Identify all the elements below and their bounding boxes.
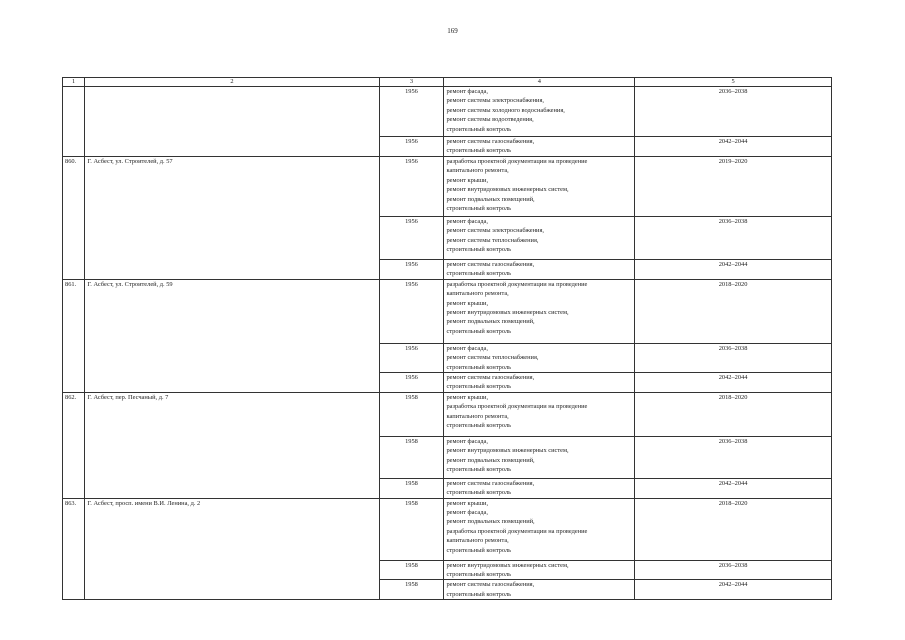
repair-work-item: ремонт системы теплоснабжения,: [446, 236, 539, 244]
table-row: [63, 157, 832, 217]
construction-year: 1956: [379, 260, 444, 280]
building-address: Г. Асбест, ул. Строителей, д. 57: [85, 157, 379, 280]
repair-period: 2036–2038: [635, 436, 832, 478]
column-number-2: 2: [85, 78, 379, 87]
construction-year: 1958: [379, 560, 444, 580]
repair-work-item: строительный контроль: [446, 246, 512, 254]
repair-work-item: ремонт подвальных помещений,: [446, 195, 535, 203]
column-number-3: 3: [379, 78, 444, 87]
repair-period: 2042–2044: [635, 478, 832, 498]
building-address: [85, 87, 379, 157]
building-number: [63, 87, 85, 157]
construction-year: 1956: [379, 279, 444, 343]
repair-work-item: разработка проектной документации на проведение: [446, 527, 588, 535]
repair-works: [444, 560, 635, 580]
repair-work-item: ремонт крыши,: [446, 393, 489, 401]
repair-work-item: ремонт фасада,: [446, 509, 488, 517]
repair-work-item: ремонт системы газоснабжения,: [446, 581, 535, 589]
repair-work-item: строительный контроль: [446, 590, 512, 598]
building-number: 862.: [63, 392, 85, 498]
construction-year: 1956: [379, 343, 444, 372]
repair-work-item: ремонт крыши,: [446, 299, 489, 307]
repair-works: [444, 392, 635, 436]
repair-period: 2036–2038: [635, 343, 832, 372]
construction-year: 1958: [379, 436, 444, 478]
repair-work-item: ремонт внутридомовых инженерных систем,: [446, 447, 569, 455]
repair-works: [444, 343, 635, 372]
repair-work-item: строительный контроль: [446, 205, 512, 213]
repair-work-item: строительный контроль: [446, 571, 512, 579]
repair-works: [444, 373, 635, 393]
repair-work-item: строительный контроль: [446, 546, 512, 554]
column-number-row: [63, 78, 832, 87]
repair-work-item: ремонт системы электроснабжения,: [446, 227, 545, 235]
repair-work-item: капитального ремонта,: [446, 412, 509, 420]
repair-period: 2036–2038: [635, 560, 832, 580]
table-row: [63, 279, 832, 343]
column-number-1: 1: [63, 78, 85, 87]
construction-year: 1956: [379, 157, 444, 217]
building-number: 860.: [63, 157, 85, 280]
repair-work-item: ремонт системы теплоснабжения,: [446, 354, 539, 362]
repair-work-item: ремонт системы газоснабжения,: [446, 479, 535, 487]
column-number-5: 5: [635, 78, 832, 87]
repair-work-item: ремонт крыши,: [446, 499, 489, 507]
repair-work-item: ремонт внутридомовых инженерных систем,: [446, 309, 569, 317]
repair-work-item: ремонт подвальных помещений,: [446, 318, 535, 326]
repair-period: 2018–2020: [635, 392, 832, 436]
repair-period: 2018–2020: [635, 498, 832, 560]
repair-work-item: ремонт системы газоснабжения,: [446, 138, 535, 145]
repair-work-item: ремонт фасада,: [446, 344, 488, 352]
table-row: [63, 87, 832, 137]
repair-period: 2042–2044: [635, 260, 832, 280]
construction-year: 1958: [379, 478, 444, 498]
construction-year: 1956: [379, 137, 444, 157]
building-address: Г. Асбест, пер. Песчаный, д. 7: [85, 392, 379, 498]
repair-period: 2036–2038: [635, 217, 832, 260]
page-number: 169: [447, 27, 458, 35]
repair-work-item: ремонт фасада,: [446, 218, 488, 225]
repair-schedule-table: [62, 77, 832, 600]
building-address: Г. Асбест, просп. имени В.И. Ленина, д. 2: [85, 498, 379, 600]
repair-period: 2019–2020: [635, 157, 832, 217]
repair-work-item: строительный контроль: [446, 489, 512, 497]
repair-works: [444, 87, 635, 137]
repair-works: [444, 279, 635, 343]
repair-period: 2042–2044: [635, 580, 832, 600]
repair-work-item: капитального ремонта,: [446, 167, 509, 175]
repair-work-item: ремонт фасада,: [446, 88, 488, 95]
repair-work-item: ремонт внутридомовых инженерных систем,: [446, 561, 569, 569]
repair-period: 2018–2020: [635, 279, 832, 343]
repair-work-item: ремонт фасада,: [446, 437, 488, 445]
repair-work-item: капитального ремонта,: [446, 537, 509, 545]
construction-year: 1956: [379, 373, 444, 393]
repair-period: 2042–2044: [635, 137, 832, 157]
repair-works: [444, 137, 635, 157]
repair-work-item: ремонт системы электроснабжения,: [446, 97, 545, 105]
table-body: [63, 87, 832, 600]
repair-work-item: разработка проектной документации на проведение: [446, 158, 588, 165]
repair-work-item: разработка проектной документации на проведение: [446, 403, 588, 411]
repair-work-item: строительный контроль: [446, 147, 512, 155]
repair-work-item: ремонт системы холодного водоснабжения,: [446, 106, 565, 114]
construction-year: 1958: [379, 498, 444, 560]
repair-work-item: строительный контроль: [446, 125, 512, 133]
repair-period: 2042–2044: [635, 373, 832, 393]
column-number-4: 4: [444, 78, 635, 87]
repair-works: [444, 436, 635, 478]
repair-work-item: строительный контроль: [446, 327, 512, 335]
table-row: [63, 498, 832, 560]
repair-works: [444, 580, 635, 600]
repair-works: [444, 217, 635, 260]
repair-work-item: разработка проектной документации на проведение: [446, 280, 588, 288]
repair-works: [444, 157, 635, 217]
repair-works: [444, 498, 635, 560]
repair-works: [444, 260, 635, 280]
repair-work-item: ремонт системы газоснабжения,: [446, 374, 535, 382]
repair-work-item: ремонт внутридомовых инженерных систем,: [446, 186, 569, 194]
construction-year: 1956: [379, 87, 444, 137]
repair-work-item: строительный контроль: [446, 363, 512, 371]
repair-work-item: строительный контроль: [446, 270, 512, 278]
repair-work-item: ремонт подвальных помещений,: [446, 518, 535, 526]
repair-work-item: ремонт подвальных помещений,: [446, 456, 535, 464]
repair-work-item: строительный контроль: [446, 383, 512, 391]
repair-work-item: строительный контроль: [446, 422, 512, 430]
repair-period: 2036–2038: [635, 87, 832, 137]
repair-work-item: ремонт системы газоснабжения,: [446, 261, 535, 268]
table-row: [63, 392, 832, 436]
construction-year: 1958: [379, 392, 444, 436]
construction-year: 1956: [379, 217, 444, 260]
repair-work-item: строительный контроль: [446, 466, 512, 474]
building-number: 863.: [63, 498, 85, 600]
repair-works: [444, 478, 635, 498]
building-address: Г. Асбест, ул. Строителей, д. 59: [85, 279, 379, 392]
construction-year: 1958: [379, 580, 444, 600]
repair-work-item: капитального ремонта,: [446, 290, 509, 298]
repair-work-item: ремонт крыши,: [446, 176, 489, 184]
repair-work-item: ремонт системы водоотведения,: [446, 116, 534, 124]
building-number: 861.: [63, 279, 85, 392]
